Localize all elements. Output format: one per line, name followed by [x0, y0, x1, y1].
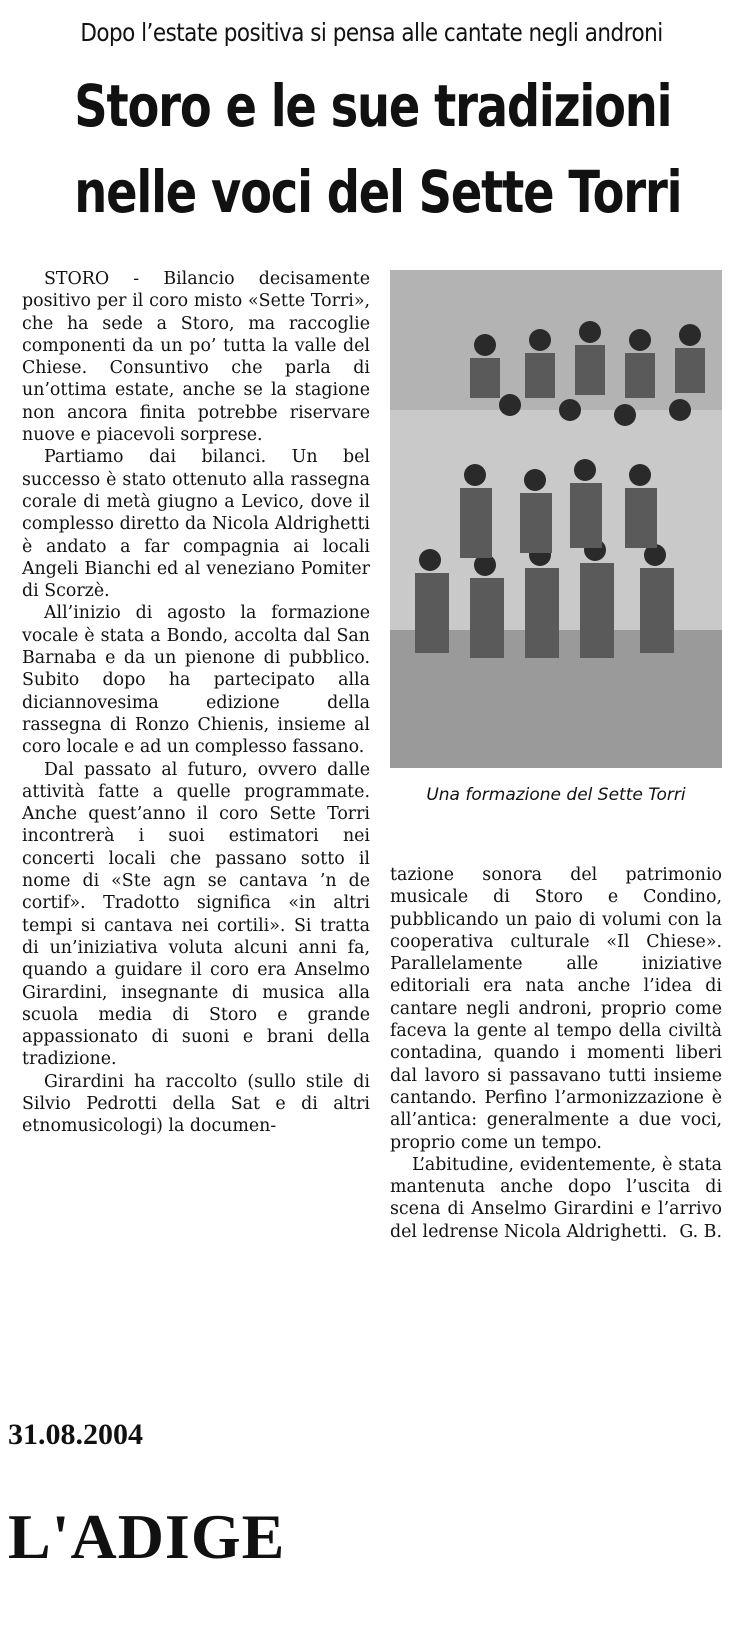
paragraph: tazione sonora del patrimonio musicale di Storo e Condino, pubblicando un paio di volumi con la cooperativa culturale «Il Chiese». Parallelamente alle iniziative editoriali era nata anche l’idea di cantare negli androni, proprio come faceva la gente al tempo della civiltà contadina, quando i momenti liberi dal lavoro si passavano tutti insieme cantando. Perfino l’armonizzazione è all’antica: generalmente a due voci, proprio come un tempo.: [390, 865, 722, 1153]
newspaper-name: L'ADIGE: [8, 1501, 286, 1572]
choir-photo: [390, 270, 722, 768]
paragraph: L’abitudine, evidentemente, è stata mantenuta anche dopo l’uscita di scena di Anselmo Girardini e l’arrivo del ledrense Nicola Aldrighetti.: [390, 1154, 722, 1242]
paragraph: Girardini ha raccolto (sullo stile di Silvio Pedrotti della Sat e di altri etnomusicologi) la documen-: [22, 1071, 370, 1137]
paragraph: Partiamo dai bilanci. Un bel successo è stato ottenuto alla rassegna corale di metà giugno a Levico, dove il complesso diretto da Nicola Aldrighetti è andato a far compagnia ai locali Angeli Bianchi ed al veneziano Pomiter di Scorzè.: [22, 447, 370, 602]
publication-date: 31.08.2004: [8, 1418, 143, 1451]
article-kicker: Dopo l’estate positiva si pensa alle cantate negli androni: [80, 18, 663, 47]
paragraph: All’inizio di agosto la formazione vocale è stata a Bondo, accolta dal San Barnaba e da un pienone di pubblico. Subito dopo ha partecipato alla diciannovesima edizione della rassegna di Ronzo Chienis, insieme al coro locale e ad un complesso fassano.: [22, 603, 370, 758]
headline-line-1: Storo e le sue tradizioni: [74, 72, 672, 140]
author-signature: G. B.: [679, 1222, 722, 1243]
paragraph: Dal passato al futuro, ovvero dalle attività fatte a quelle programmate. Anche quest’anno il coro Sette Torri incontrerà i suoi estimatori nei concerti locali che passano sotto il nome di «Ste agn se cantava ’n de cortif». Tradotto significa «in altri tempi si cantava nei cortili». Si tratta di un’iniziativa voluta alcuni anni fa, quando a guidare il coro era Anselmo Girardini, insegnante di musica alla scuola media di Storo e grande appassionato di suoni e brani della tradizione.: [22, 759, 370, 1070]
article-column-right: [390, 864, 722, 1243]
photo-caption: Una formazione del Sette Torri: [426, 785, 686, 805]
article-column-left: [22, 268, 370, 1138]
choir-group-image: [390, 270, 722, 768]
paragraph: STORO - Bilancio decisamente positivo per il coro misto «Sette Torri», che ha sede a Storo, ma raccoglie componenti da un po’ tutta la valle del Chiese. Consuntivo che parla di un’ottima estate, anche se la stagione non ancora finita potrebbe riservare nuove e piacevoli sorprese.: [22, 269, 370, 446]
headline-line-2: nelle voci del Sette Torri: [74, 158, 682, 226]
